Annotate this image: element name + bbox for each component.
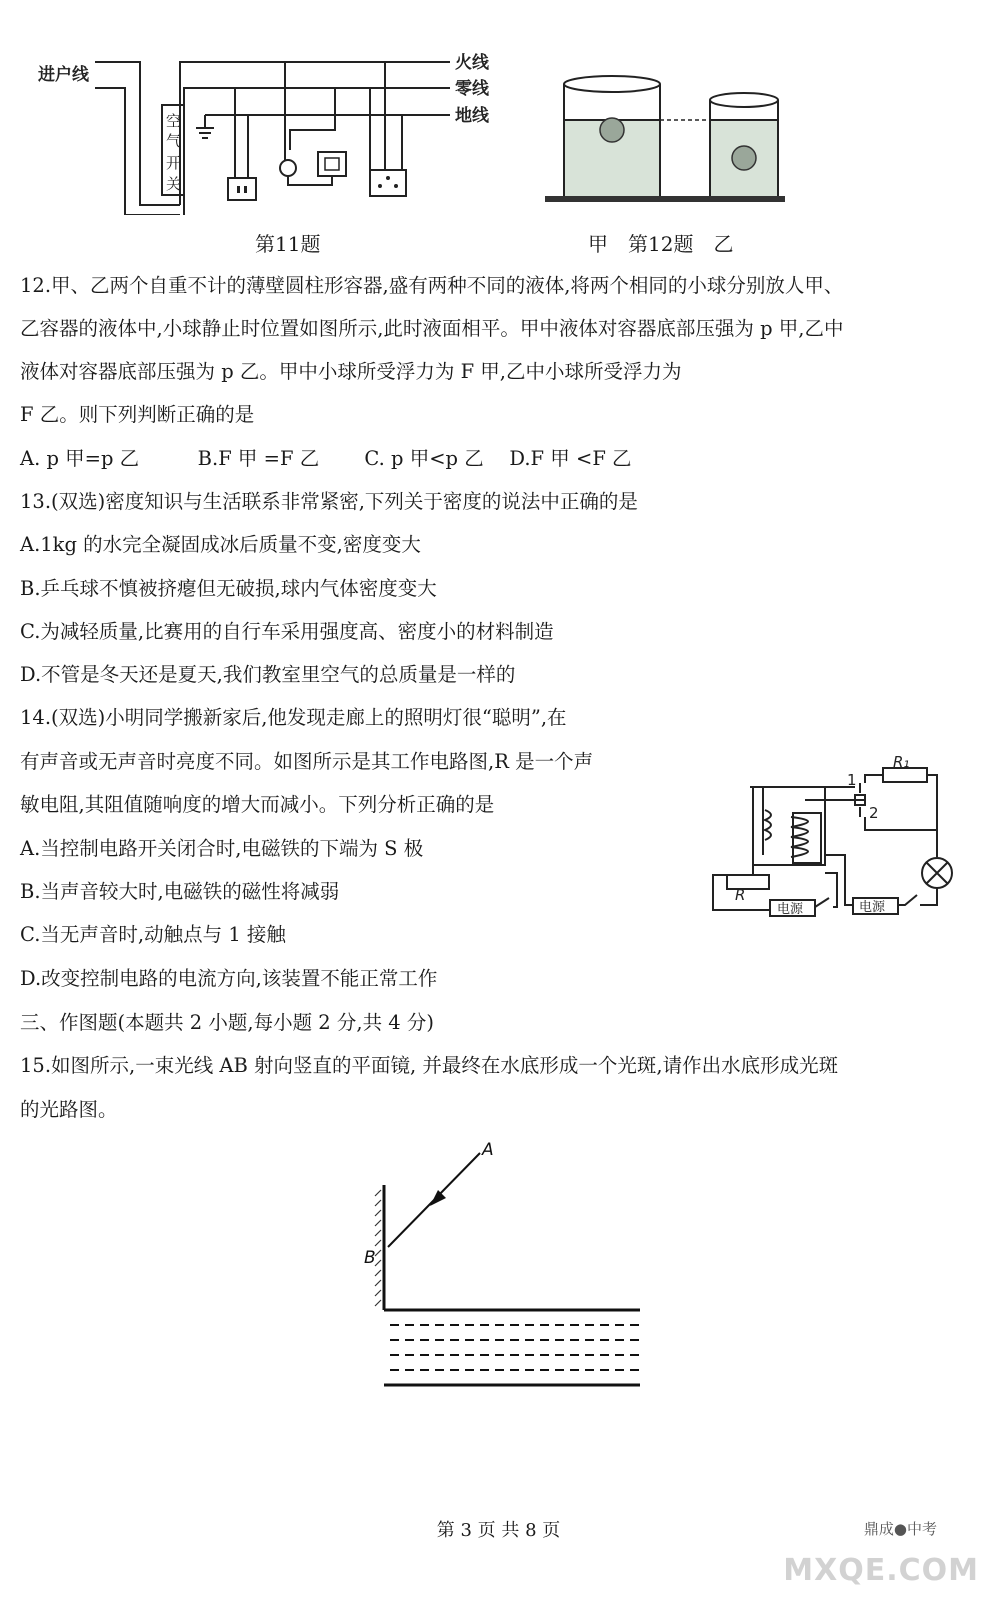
label-incoming-line: 进户线: [38, 65, 89, 85]
q12-line-2: 乙容器的液体中,小球静止时位置如图所示,此时液面相平。甲中液体对容器底部压强为 p 甲,乙中: [20, 317, 844, 340]
breaker-char-2: 气: [166, 132, 182, 150]
q12-options: A. p 甲=p 乙 B.F 甲 =F 乙 C. p 甲<p 乙 D.F 甲 <F 乙: [20, 447, 632, 470]
contact-1-label: 1: [847, 771, 857, 789]
power-source-right-label: 电源: [859, 900, 886, 915]
q14-option-d: D.改变控制电路的电流方向,该装置不能正常工作: [20, 967, 438, 990]
q13-stem: 13.(双选)密度知识与生活联系非常紧密,下列关于密度的说法中正确的是: [20, 490, 638, 513]
figure-11-caption: 第11题: [255, 232, 321, 256]
r1-label: R₁: [893, 755, 910, 771]
q13-option-b: B.乒乓球不慎被挤瘪但无破损,球内气体密度变大: [20, 577, 437, 600]
watermark-site: MXQE.COM: [783, 1553, 979, 1588]
q12-line-4: F 乙。则下列判断正确的是: [20, 403, 255, 426]
q14-option-c: C.当无声音时,动触点与 1 接触: [20, 923, 286, 946]
contact-2-label: 2: [869, 804, 879, 822]
breaker-char-4: 关: [166, 175, 182, 193]
figure-14-relay-circuit: [705, 755, 960, 925]
q15-line-2: 的光路图。: [20, 1098, 118, 1121]
q12-line-1: 12.甲、乙两个自重不计的薄壁圆柱形容器,盛有两种不同的液体,将两个相同的小球分别放人甲、: [20, 274, 844, 297]
figure-15-mirror-water: [360, 1135, 660, 1395]
q15-line-1: 15.如图所示,一束光线 AB 射向竖直的平面镜, 并最终在水底形成一个光斑,请作出水底形成光斑: [20, 1054, 839, 1077]
r-label: R: [735, 886, 746, 904]
q13-option-c: C.为减轻质量,比赛用的自行车采用强度高、密度小的材料制造: [20, 620, 554, 643]
ball-jia: [600, 118, 624, 142]
q14-option-a: A.当控制电路开关闭合时,电磁铁的下端为 S 极: [20, 837, 424, 860]
section-3-heading: 三、作图题(本题共 2 小题,每小题 2 分,共 4 分): [20, 1011, 435, 1034]
power-source-left-label: 电源: [777, 902, 804, 917]
point-b-label: B: [364, 1248, 376, 1268]
q14-option-b: B.当声音较大时,电磁铁的磁性将减弱: [20, 880, 340, 903]
ball-yi: [732, 146, 756, 170]
label-neutral-wire: 零线: [455, 79, 489, 99]
figure-12-caption: 甲 第12题 乙: [588, 232, 734, 256]
breaker-char-1: 空: [166, 112, 182, 130]
label-live-wire: 火线: [455, 53, 489, 73]
figure-12-containers: [540, 70, 790, 210]
q12-line-3: 液体对容器底部压强为 p 乙。甲中小球所受浮力为 F 甲,乙中小球所受浮力为: [20, 360, 682, 383]
q13-option-d: D.不管是冬天还是夏天,我们教室里空气的总质量是一样的: [20, 663, 516, 686]
page-number: 第 3 页 共 8 页: [436, 1520, 561, 1541]
label-ground-wire: 地线: [455, 106, 489, 126]
q13-option-a: A.1kg 的水完全凝固成冰后质量不变,密度变大: [20, 533, 421, 556]
breaker-char-3: 开: [166, 154, 182, 172]
watermark-brand: 鼎成●中考: [863, 1520, 937, 1538]
q14-line-1: 14.(双选)小明同学搬新家后,他发现走廊上的照明灯很“聪明”,在: [20, 706, 567, 729]
figure-11-wiring-diagram: [30, 40, 510, 215]
q14-line-2: 有声音或无声音时亮度不同。如图所示是其工作电路图,R 是一个声: [20, 750, 594, 773]
q14-line-3: 敏电阻,其阻值随响度的增大而减小。下列分析正确的是: [20, 793, 495, 816]
point-a-label: A: [482, 1140, 494, 1160]
